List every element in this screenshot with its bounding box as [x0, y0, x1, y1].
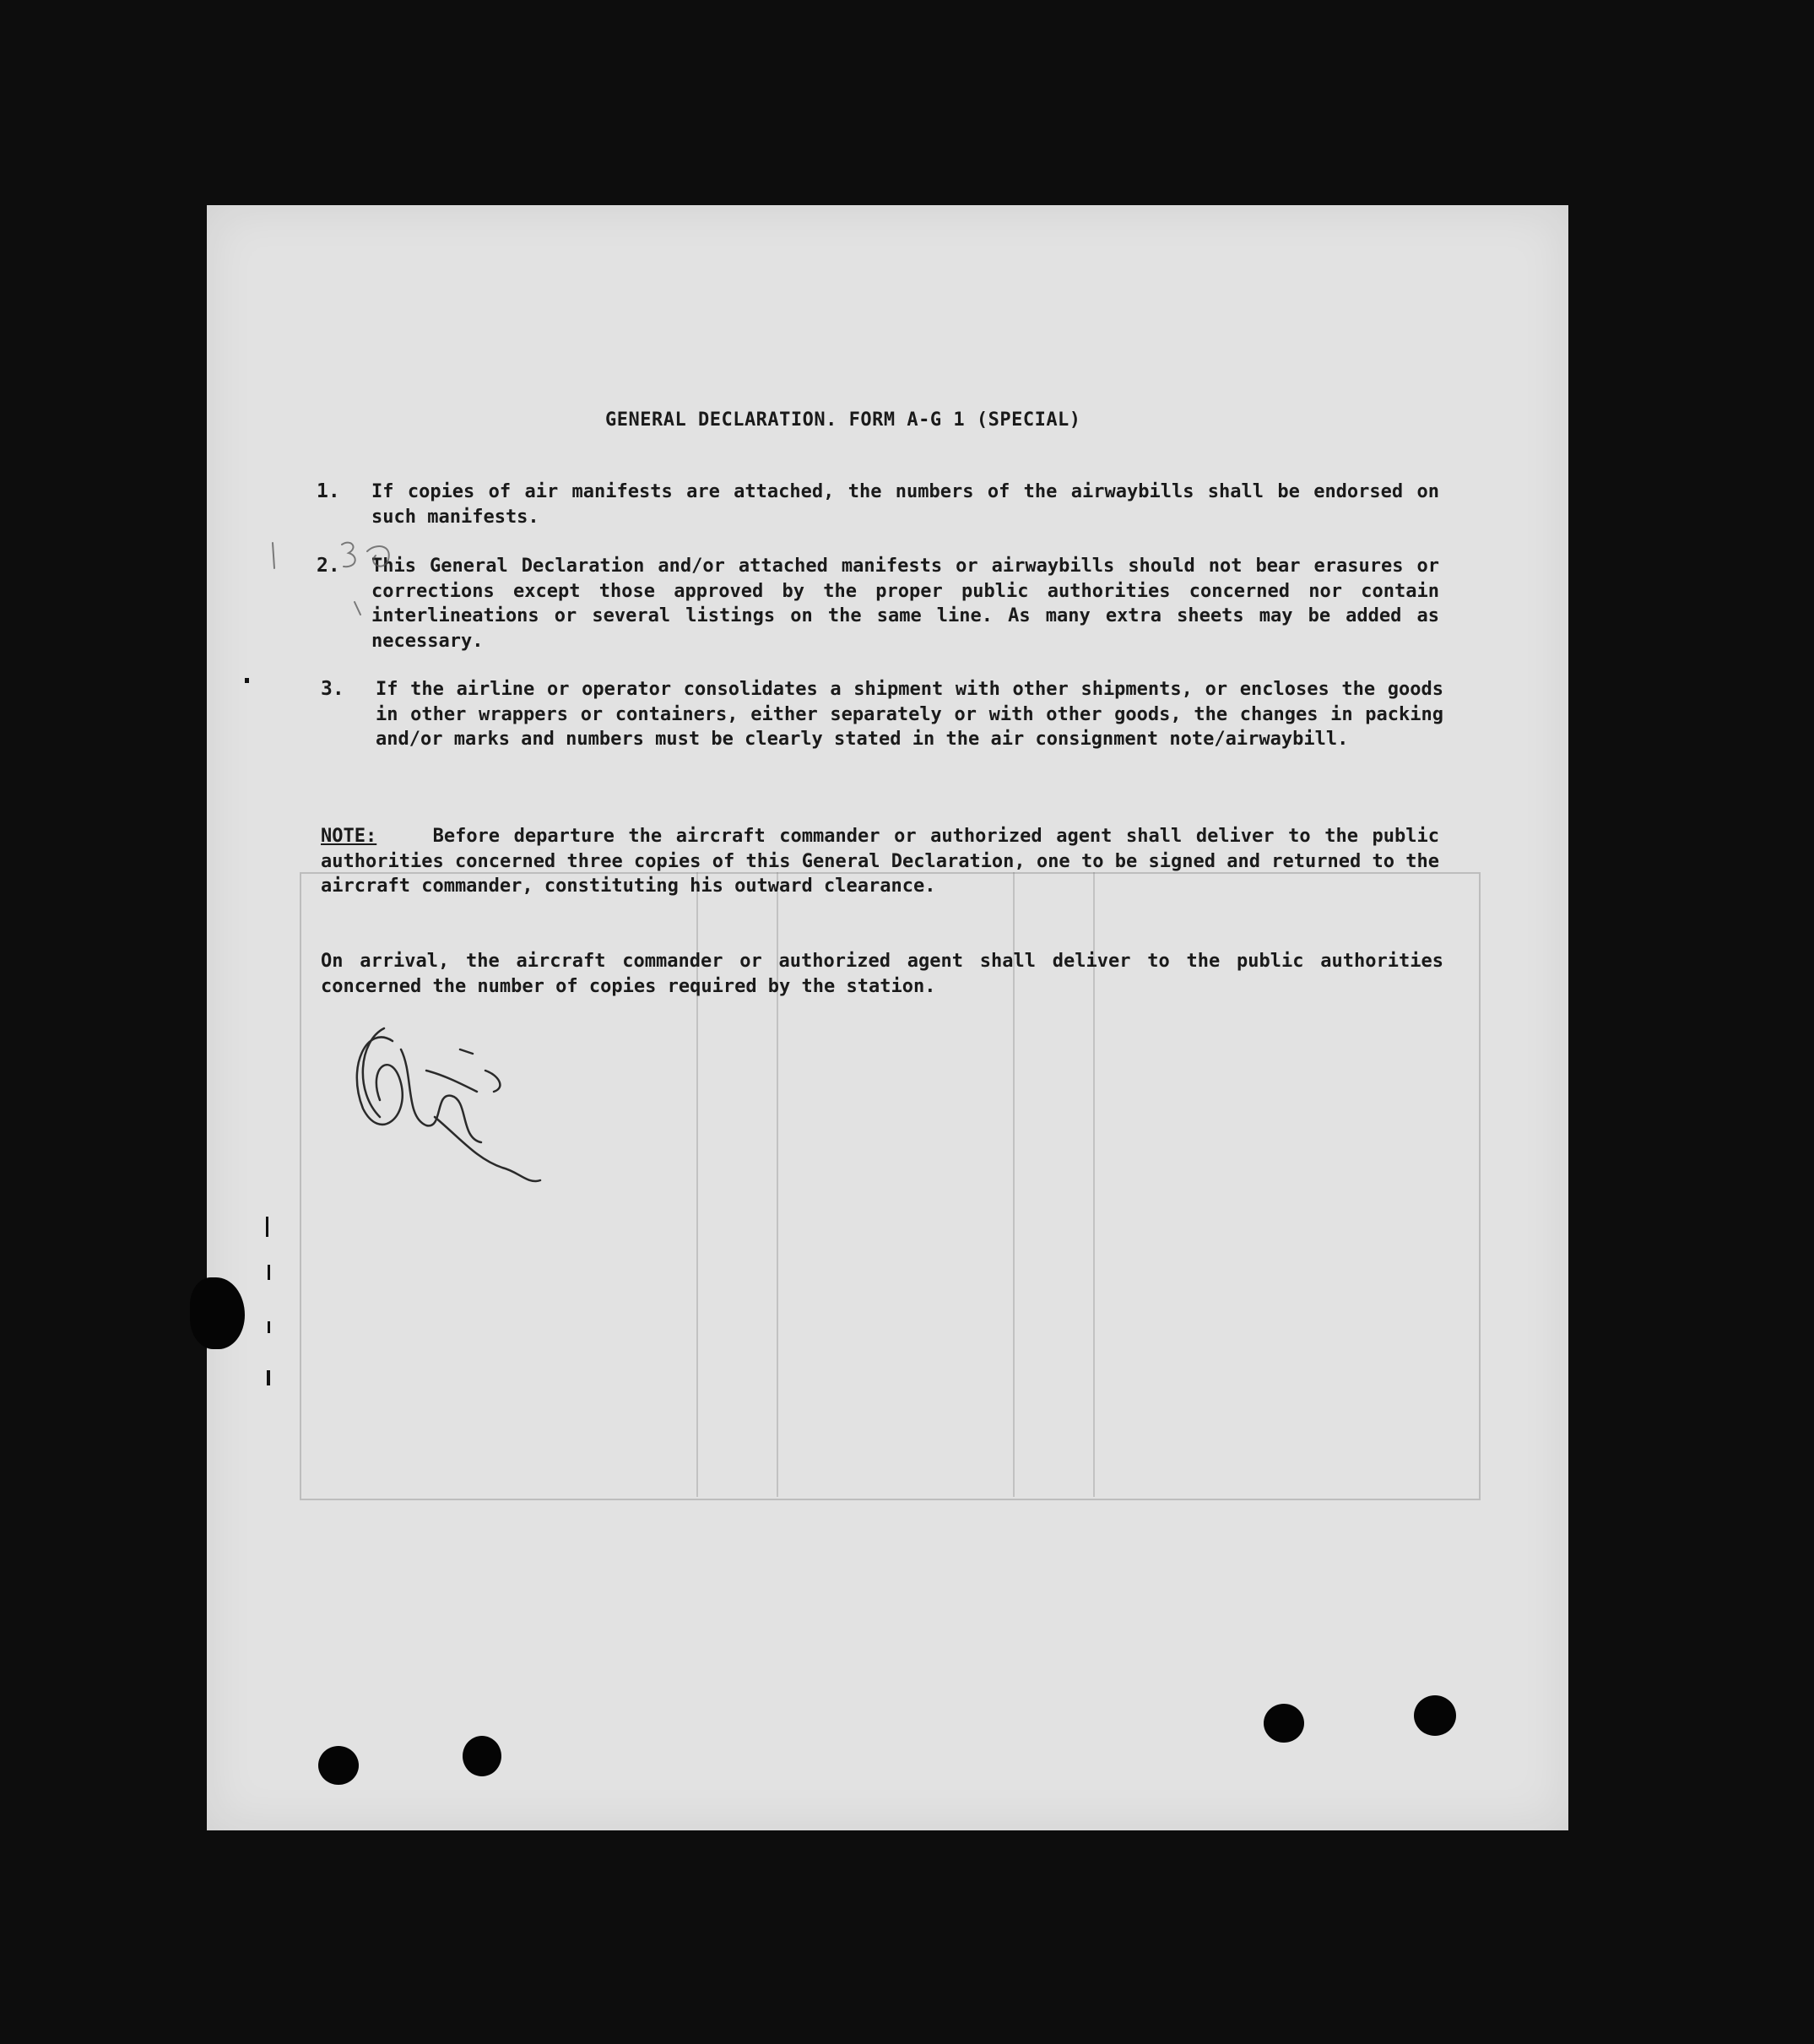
document-page — [207, 205, 1568, 1830]
margin-tick — [245, 678, 249, 683]
item-text: If the airline or operator consolidates a shipment with other shipments, or encloses the goods in other wrappers or containers, either separately or with other goods, the changes in packing and/or marks and numbers must be clearly stated in the air consignment note/airwaybill. — [376, 679, 1443, 750]
note-text: Before departure the aircraft commander or authorized agent shall deliver to the public authorities concerned three copies of this General Declaration, one to be signed and returned to the aircraft commander, constituting his outward clearance. — [321, 826, 1439, 897]
margin-tick — [268, 1321, 270, 1333]
item-text: This General Declaration and/or attached manifests or airwaybills should not bear erasures or corrections except those approved by the proper public authorities concerned nor contain interlineations or several listings on the same line. As many extra sheets may be added as necessary. — [371, 556, 1439, 652]
handwritten-signature — [333, 990, 553, 1210]
item-number: 3. — [321, 678, 344, 700]
item-text: If copies of air manifests are attached, the numbers of the airwaybills shall be endorsed on such manifests. — [371, 481, 1439, 528]
ink-blot — [318, 1746, 359, 1785]
margin-handwriting — [266, 534, 409, 627]
item-number: 2. — [317, 555, 340, 577]
margin-tick — [266, 1217, 268, 1237]
ink-blot — [1414, 1695, 1456, 1736]
margin-tick — [268, 1265, 270, 1280]
ink-blot — [190, 1277, 245, 1349]
ink-blot — [463, 1736, 501, 1776]
note-label: NOTE: — [321, 826, 377, 847]
margin-tick — [267, 1370, 270, 1385]
note-paragraph — [321, 824, 1439, 899]
form-title: GENERAL DECLARATION. FORM A-G 1 (SPECIAL) — [605, 409, 1081, 431]
item-number: 1. — [317, 480, 340, 502]
arrival-paragraph: On arrival, the aircraft commander or authorized agent shall deliver to the public authorities concerned the number of copies required by the station. — [321, 951, 1443, 997]
ink-blot — [1264, 1704, 1304, 1743]
